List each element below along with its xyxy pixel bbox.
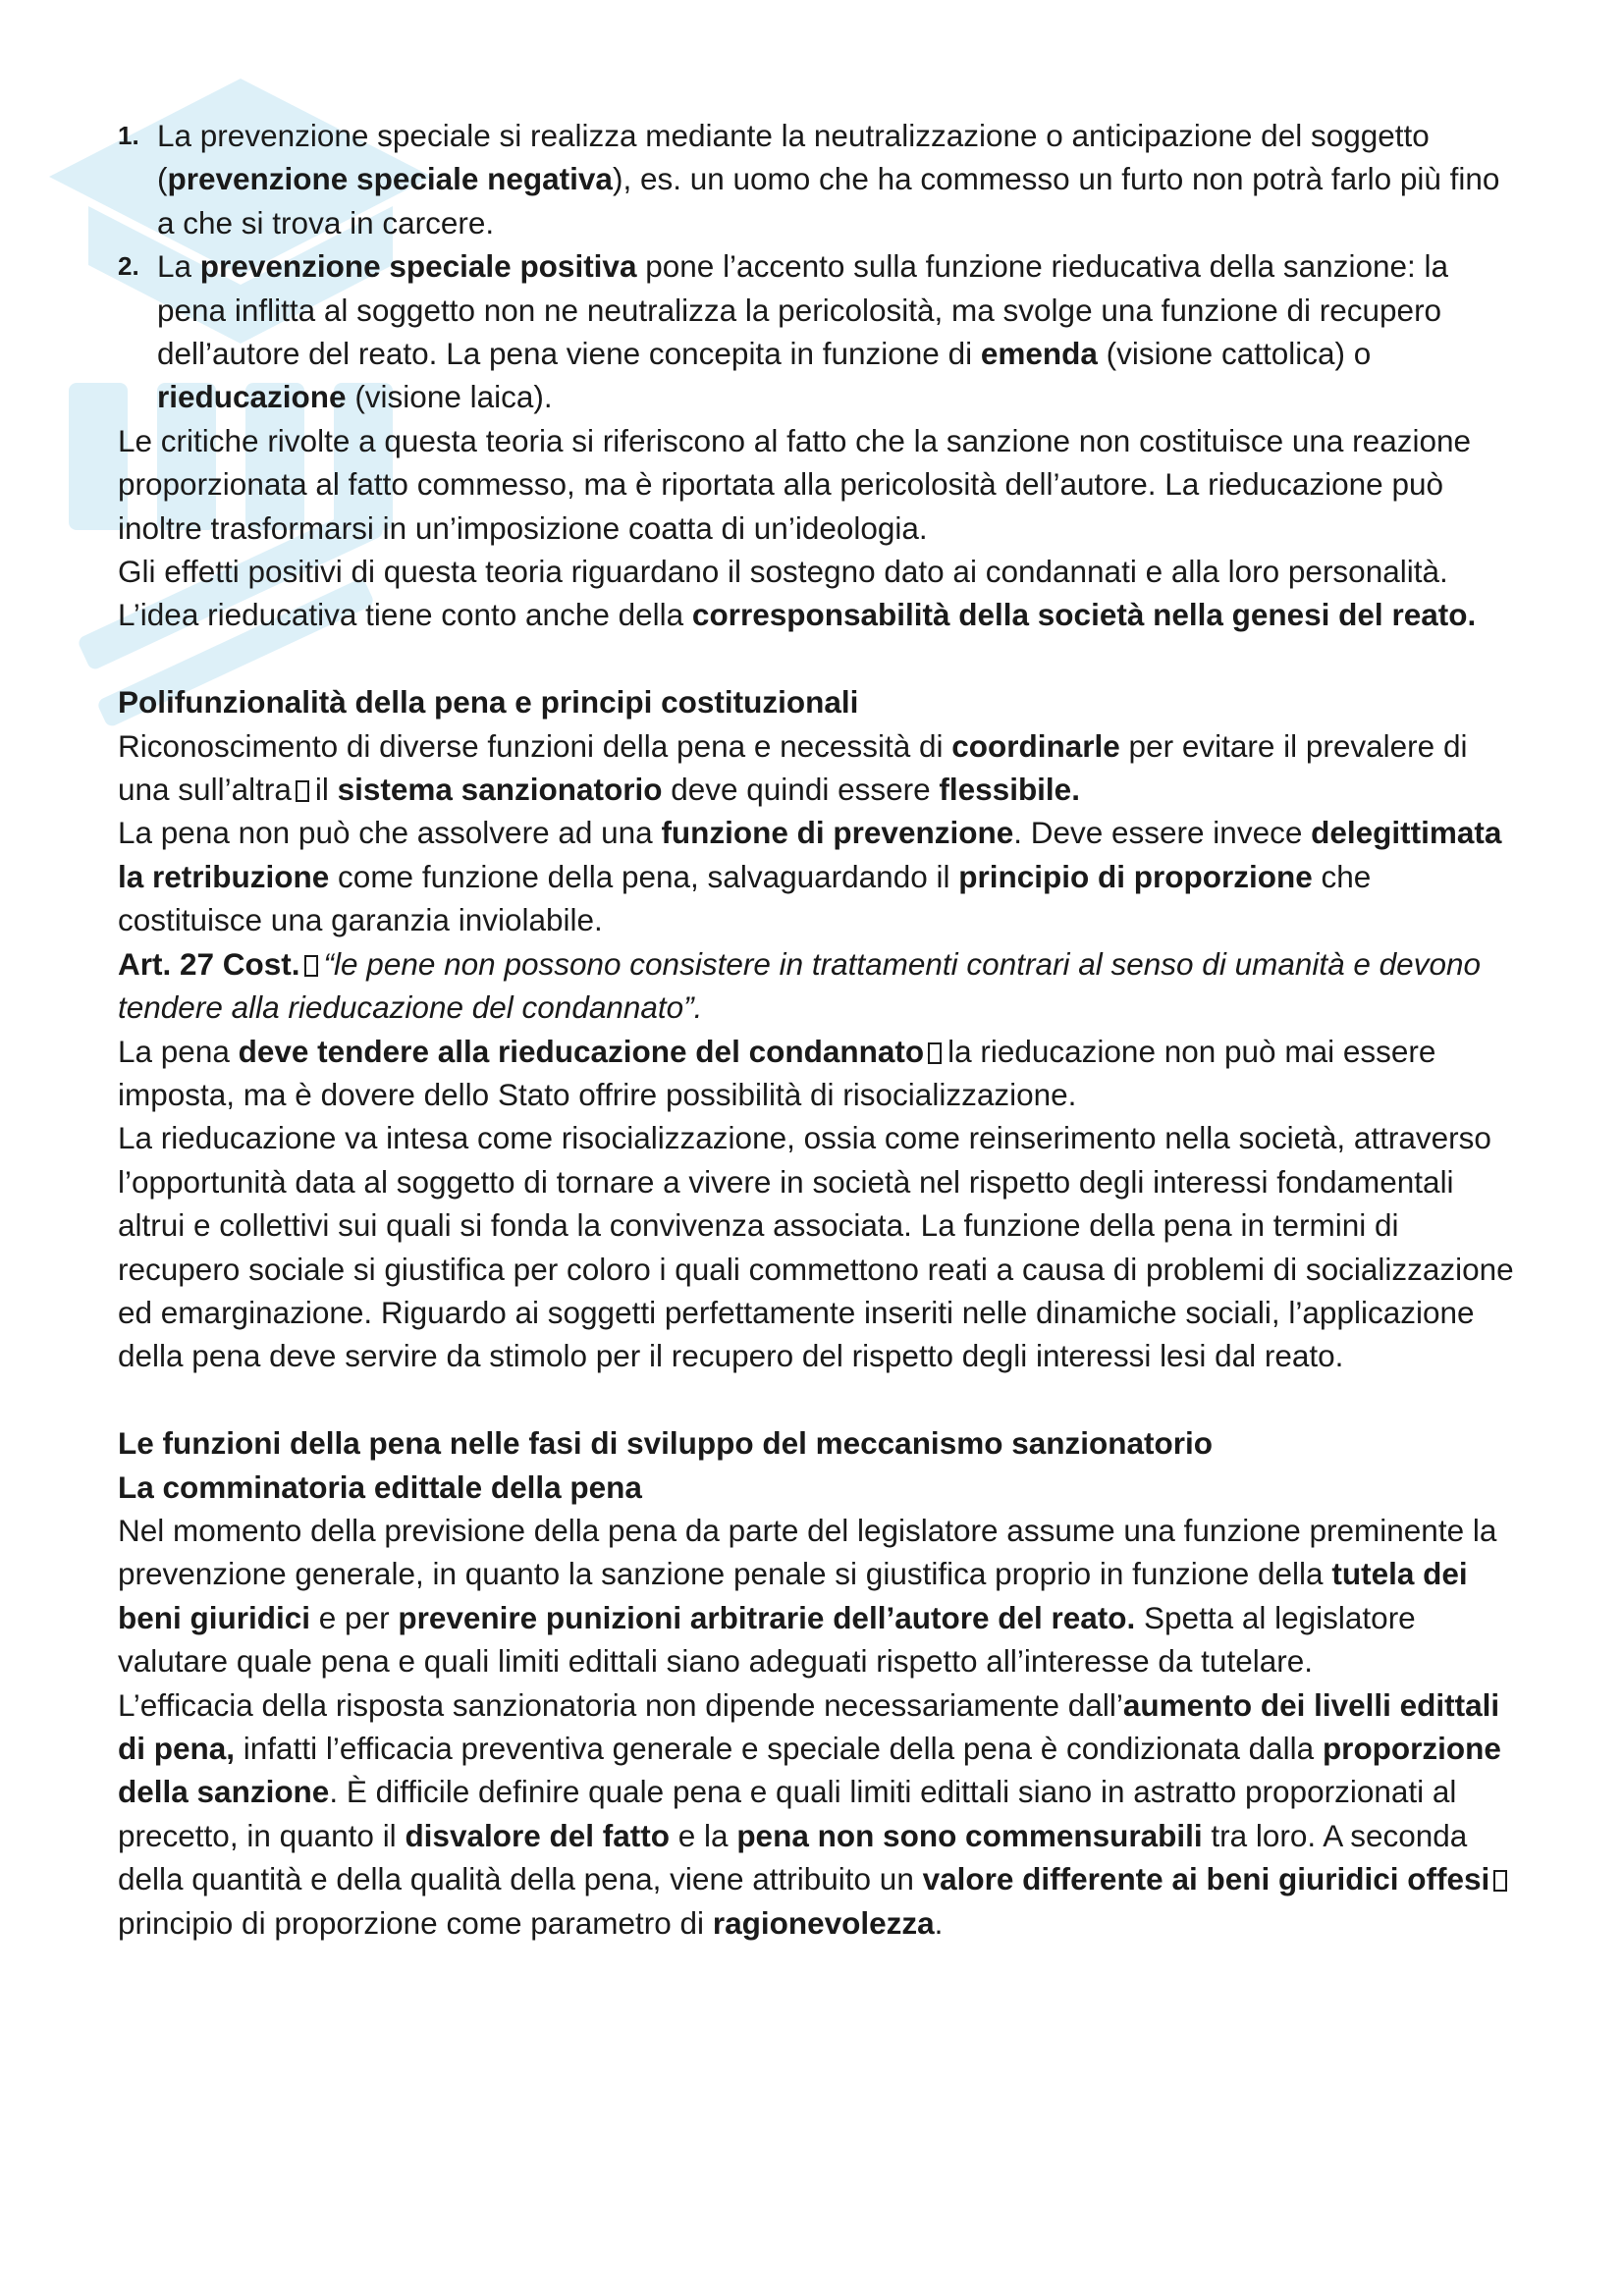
paragraph-effetti: Gli effetti positivi di questa teoria riguardano il sostegno dato ai condannati e alla loro personalità. bbox=[118, 554, 1448, 590]
list-number: 1. bbox=[118, 121, 139, 150]
paragraph bbox=[118, 724, 1522, 812]
list-item bbox=[118, 114, 1522, 244]
document-page bbox=[118, 114, 1522, 1945]
arrow-glyph-icon bbox=[928, 1042, 942, 1064]
bold-term: principio di proporzione bbox=[958, 858, 1313, 894]
text-run: . bbox=[934, 1904, 944, 1941]
text-run: L’idea rieducativa tiene conto anche della bbox=[118, 597, 692, 633]
bold-term: corresponsabilità della società nella genesi del reato. bbox=[691, 597, 1477, 633]
bold-term: sistema sanzionatorio bbox=[337, 772, 663, 808]
text-run: pone l’accento sulla funzione rieducativa della sanzione: la pena inflitta al soggetto non ne neutralizza la pericolosità, ma svolge una funzione di recupero dell’autore del reato. La pena viene concepita in funzione di bbox=[157, 248, 1449, 372]
text-run: la rieducazione non può mai essere imposta, ma è dovere dello Stato offrire possibilità di risocializzazione. bbox=[118, 1033, 1436, 1112]
text-run: La prevenzione speciale si realizza mediante la neutralizzazione o anticipazione del soggetto ( bbox=[157, 118, 1430, 197]
bold-term: valore differente ai beni giuridici offesi bbox=[922, 1861, 1490, 1897]
bold-term: prevenzione speciale negativa bbox=[167, 161, 613, 197]
text-run: e la bbox=[670, 1817, 737, 1853]
bold-term: deve tendere alla rieducazione del condannato bbox=[238, 1033, 925, 1069]
text-run: tra loro. A seconda della quantità e della qualità della pena, viene attribuito un bbox=[118, 1817, 1468, 1897]
text-run: principio di proporzione come parametro di bbox=[118, 1904, 713, 1941]
arrow-glyph-icon bbox=[1493, 1870, 1507, 1892]
text-run: per evitare il prevalere di una sull’altra bbox=[118, 727, 1468, 808]
bold-term: rieducazione bbox=[157, 379, 347, 415]
bold-term: funzione di prevenzione bbox=[661, 815, 1014, 851]
bold-term: prevenzione speciale positiva bbox=[199, 248, 637, 285]
bold-term: aumento dei livelli edittali di pena, bbox=[118, 1686, 1500, 1766]
text-run: deve quindi essere bbox=[662, 772, 940, 808]
text-run: (visione cattolica) o bbox=[1097, 336, 1372, 372]
paragraph bbox=[118, 942, 1522, 1030]
text-run: . È difficile definire quale pena e quali limiti edittali siano in astratto proporzionati al precetto, in quanto il bbox=[118, 1774, 1457, 1853]
bold-term: prevenire punizioni arbitrarie dell’autore del reato. bbox=[398, 1599, 1136, 1635]
bold-term: ragionevolezza bbox=[712, 1904, 935, 1941]
text-run: . Deve essere invece bbox=[1013, 815, 1312, 851]
section-subheading: La comminatoria edittale della pena bbox=[118, 1468, 642, 1505]
bold-term: delegittimata la retribuzione bbox=[118, 815, 1502, 894]
paragraph bbox=[118, 1030, 1522, 1117]
text-run: come funzione della pena, salvaguardando il bbox=[329, 858, 959, 894]
italic-quote: “le pene non possono consistere in trattamenti contrari al senso di umanità e devono tendere alla rieducazione del condannato”. bbox=[118, 945, 1481, 1026]
text-run: ), es. un uomo che ha commesso un furto non potrà farlo più fino a che si trova in carcere. bbox=[157, 161, 1500, 240]
spacer bbox=[118, 1378, 1522, 1421]
bold-term: Art. 27 Cost. bbox=[118, 945, 300, 982]
bold-term: proporzione della sanzione bbox=[118, 1731, 1501, 1810]
bold-term: disvalore del fatto bbox=[405, 1817, 671, 1853]
bold-term: emenda bbox=[980, 336, 1098, 372]
text-run: che costituisce una garanzia inviolabile. bbox=[118, 858, 1372, 938]
paragraph-idea bbox=[118, 593, 1522, 636]
paragraph bbox=[118, 811, 1522, 941]
text-run: Spetta al legislatore valutare quale pena e quali limiti edittali siano adeguati rispetto all’interesse da tutelare. bbox=[118, 1599, 1416, 1680]
text-run: il bbox=[314, 772, 338, 808]
paragraph bbox=[118, 1683, 1522, 1945]
section-heading: Polifunzionalità della pena e principi costituzionali bbox=[118, 684, 859, 721]
paragraph: La rieducazione va intesa come risocializzazione, ossia come reinserimento nella società, attraverso l’opportunità data al soggetto di tornare a vivere in società nel rispetto degli interessi fondamentali altrui e collettivi sui quali si fonda la convivenza associata. La funzione della pena in termini di recupero sociale si giustifica per coloro i quali commettono reati a causa di problemi di socializzazione ed emarginazione. Riguardo ai soggetti perfettamente inseriti nelle dinamiche sociali, l’applicazione della pena deve servire da stimolo per il recupero del rispetto degli interessi lesi dal reato. bbox=[118, 1120, 1514, 1374]
text-run: La pena non può che assolvere ad una bbox=[118, 815, 662, 851]
paragraph bbox=[118, 1509, 1522, 1683]
text-run: Riconoscimento di diverse funzioni della pena e necessità di bbox=[118, 727, 952, 764]
list-item bbox=[118, 244, 1522, 419]
text-run: e per bbox=[310, 1599, 399, 1635]
arrow-glyph-icon bbox=[296, 780, 309, 802]
text-run: L’efficacia della risposta sanzionatoria non dipende necessariamente dall’ bbox=[118, 1686, 1123, 1723]
bold-term: coordinarle bbox=[951, 727, 1120, 764]
paragraph-critiche: Le critiche rivolte a questa teoria si riferiscono al fatto che la sanzione non costituisce una reazione proporzionata al fatto commesso, ma è riportata alla pericolosità dell’autore. La rieducazione può inoltre trasformarsi in un’imposizione coatta di un’ideologia. bbox=[118, 422, 1472, 546]
text-run: (visione laica). bbox=[346, 379, 553, 415]
spacer bbox=[118, 637, 1522, 680]
bold-term: pena non sono commensurabili bbox=[736, 1817, 1203, 1853]
text-run: La pena bbox=[118, 1033, 239, 1069]
text-run: infatti l’efficacia preventiva generale e speciale della pena è condizionata dalla bbox=[235, 1731, 1323, 1766]
text-run: Nel momento della previsione della pena da parte del legislatore assume una funzione preminente la prevenzione generale, in quanto la sanzione penale si giustifica proprio in funzione della bbox=[118, 1512, 1497, 1592]
list-number: 2. bbox=[118, 251, 139, 282]
text-run: La bbox=[157, 248, 200, 285]
bold-term: flessibile. bbox=[939, 772, 1080, 808]
section-heading: Le funzioni della pena nelle fasi di sviluppo del meccanismo sanzionatorio bbox=[118, 1425, 1213, 1462]
numbered-list bbox=[118, 114, 1522, 419]
bold-term: tutela dei beni giuridici bbox=[118, 1556, 1468, 1635]
arrow-glyph-icon bbox=[304, 955, 318, 977]
